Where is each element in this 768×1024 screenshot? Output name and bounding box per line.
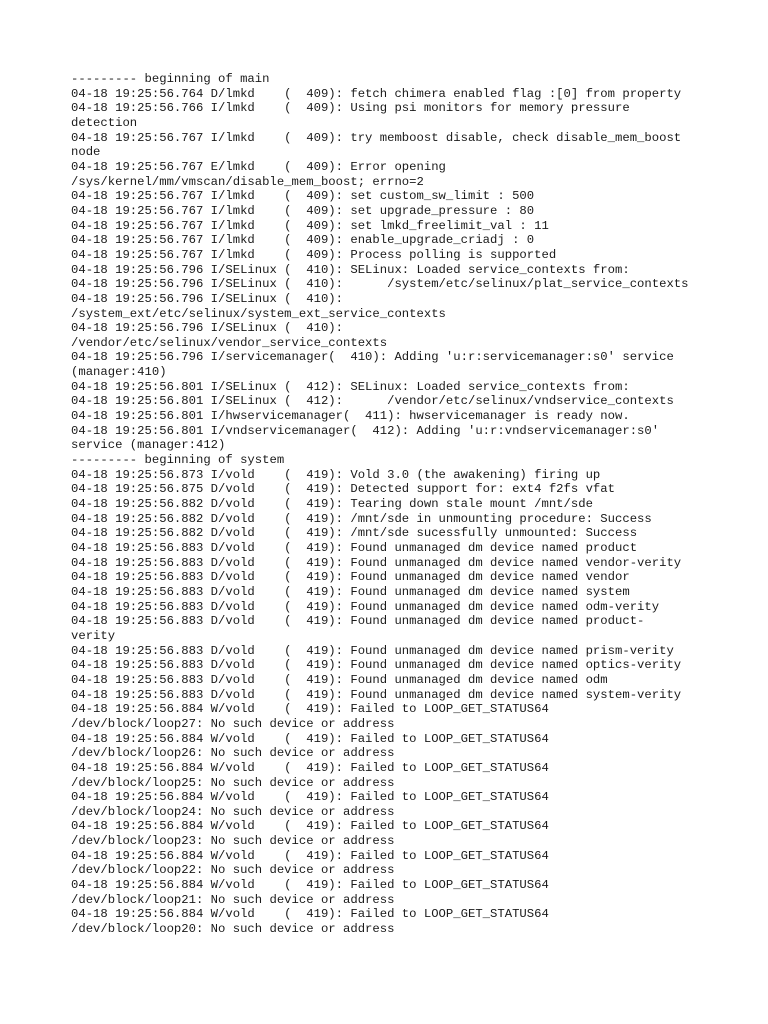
log-line: 04-18 19:25:56.883 D/vold ( 419): Found unmanaged dm device named optics-verity — [71, 658, 682, 673]
log-line: /system_ext/etc/selinux/system_ext_service_contexts — [71, 306, 446, 321]
log-line: /dev/block/loop25: No such device or address — [71, 775, 395, 790]
log-line: 04-18 19:25:56.766 I/lmkd ( 409): Using psi monitors for memory pressure — [71, 101, 630, 116]
log-line: 04-18 19:25:56.767 I/lmkd ( 409): enable_upgrade_criadj : 0 — [71, 233, 535, 248]
log-line: 04-18 19:25:56.796 I/SELinux ( 410): — [71, 291, 343, 306]
log-line: 04-18 19:25:56.884 W/vold ( 419): Failed to LOOP_GET_STATUS64 — [71, 878, 549, 893]
log-line: 04-18 19:25:56.883 D/vold ( 419): Found unmanaged dm device named system — [71, 584, 630, 599]
log-line: 04-18 19:25:56.882 D/vold ( 419): /mnt/sde sucessfully unmounted: Success — [71, 526, 638, 541]
log-line: 04-18 19:25:56.767 I/lmkd ( 409): set lmkd_freelimit_val : 11 — [71, 218, 549, 233]
log-line: 04-18 19:25:56.801 I/hwservicemanager( 411): hwservicemanager is ready now. — [71, 409, 630, 424]
log-line: 04-18 19:25:56.767 E/lmkd ( 409): Error opening — [71, 159, 446, 174]
log-line: 04-18 19:25:56.767 I/lmkd ( 409): set upgrade_pressure : 80 — [71, 203, 535, 218]
log-line: 04-18 19:25:56.884 W/vold ( 419): Failed to LOOP_GET_STATUS64 — [71, 790, 549, 805]
log-line: /dev/block/loop20: No such device or address — [71, 922, 395, 937]
log-line: /sys/kernel/mm/vmscan/disable_mem_boost; errno=2 — [71, 174, 424, 189]
log-line: 04-18 19:25:56.884 W/vold ( 419): Failed to LOOP_GET_STATUS64 — [71, 760, 549, 775]
log-line: 04-18 19:25:56.796 I/SELinux ( 410): /system/etc/selinux/plat_service_contexts — [71, 277, 689, 292]
log-line: detection — [71, 115, 138, 130]
log-line: 04-18 19:25:56.796 I/SELinux ( 410): SELinux: Loaded service_contexts from: — [71, 262, 630, 277]
log-line: 04-18 19:25:56.883 D/vold ( 419): Found unmanaged dm device named system-verity — [71, 687, 682, 702]
log-line: node — [71, 145, 101, 160]
log-line: /dev/block/loop24: No such device or address — [71, 804, 395, 819]
log-line: 04-18 19:25:56.883 D/vold ( 419): Found unmanaged dm device named odm-verity — [71, 599, 660, 614]
log-line: 04-18 19:25:56.884 W/vold ( 419): Failed to LOOP_GET_STATUS64 — [71, 731, 549, 746]
log-line: 04-18 19:25:56.767 I/lmkd ( 409): set custom_sw_limit : 500 — [71, 189, 535, 204]
log-line: 04-18 19:25:56.764 D/lmkd ( 409): fetch chimera enabled flag :[0] from property — [71, 86, 682, 101]
log-line: 04-18 19:25:56.875 D/vold ( 419): Detected support for: ext4 f2fs vfat — [71, 482, 615, 497]
log-line: /dev/block/loop21: No such device or address — [71, 892, 395, 907]
log-line: 04-18 19:25:56.767 I/lmkd ( 409): try memboost disable, check disable_mem_boost — [71, 130, 682, 145]
log-line: 04-18 19:25:56.801 I/SELinux ( 412): /vendor/etc/selinux/vndservice_contexts — [71, 394, 674, 409]
log-line: 04-18 19:25:56.884 W/vold ( 419): Failed to LOOP_GET_STATUS64 — [71, 819, 549, 834]
log-line: --------- beginning of system — [71, 453, 285, 468]
logcat-text — [71, 72, 711, 937]
log-line: /dev/block/loop27: No such device or address — [71, 716, 395, 731]
log-line: 04-18 19:25:56.883 D/vold ( 419): Found unmanaged dm device named vendor — [71, 570, 630, 585]
log-line: /dev/block/loop26: No such device or address — [71, 746, 395, 761]
log-line: (manager:410) — [71, 365, 167, 380]
log-line: 04-18 19:25:56.796 I/servicemanager( 410): Adding 'u:r:servicemanager:s0' service — [71, 350, 674, 365]
log-line: service (manager:412) — [71, 438, 226, 453]
log-line: 04-18 19:25:56.882 D/vold ( 419): Tearing down stale mount /mnt/sde — [71, 497, 593, 512]
log-line: verity — [71, 628, 116, 643]
log-line: /dev/block/loop23: No such device or address — [71, 834, 395, 849]
log-line: 04-18 19:25:56.883 D/vold ( 419): Found unmanaged dm device named odm — [71, 672, 608, 687]
log-line: 04-18 19:25:56.873 I/vold ( 419): Vold 3.0 (the awakening) firing up — [71, 467, 601, 482]
log-line: 04-18 19:25:56.883 D/vold ( 419): Found unmanaged dm device named prism-verity — [71, 643, 674, 658]
log-line: 04-18 19:25:56.884 W/vold ( 419): Failed to LOOP_GET_STATUS64 — [71, 907, 549, 922]
log-line: 04-18 19:25:56.884 W/vold ( 419): Failed to LOOP_GET_STATUS64 — [71, 848, 549, 863]
log-line: 04-18 19:25:56.801 I/SELinux ( 412): SELinux: Loaded service_contexts from: — [71, 379, 630, 394]
log-line: 04-18 19:25:56.884 W/vold ( 419): Failed to LOOP_GET_STATUS64 — [71, 702, 549, 717]
log-line: 04-18 19:25:56.801 I/vndservicemanager( 412): Adding 'u:r:vndservicemanager:s0' — [71, 423, 660, 438]
log-line: 04-18 19:25:56.882 D/vold ( 419): /mnt/sde in unmounting procedure: Success — [71, 511, 652, 526]
log-line: 04-18 19:25:56.767 I/lmkd ( 409): Process polling is supported — [71, 247, 557, 262]
log-line: 04-18 19:25:56.796 I/SELinux ( 410): — [71, 321, 343, 336]
log-line: 04-18 19:25:56.883 D/vold ( 419): Found unmanaged dm device named vendor-verity — [71, 555, 682, 570]
log-line: --------- beginning of main — [71, 72, 270, 86]
log-line: 04-18 19:25:56.883 D/vold ( 419): Found unmanaged dm device named product- — [71, 614, 645, 629]
log-line: 04-18 19:25:56.883 D/vold ( 419): Found unmanaged dm device named product — [71, 541, 638, 555]
log-line: /vendor/etc/selinux/vendor_service_contexts — [71, 335, 388, 350]
log-line: /dev/block/loop22: No such device or address — [71, 863, 395, 878]
